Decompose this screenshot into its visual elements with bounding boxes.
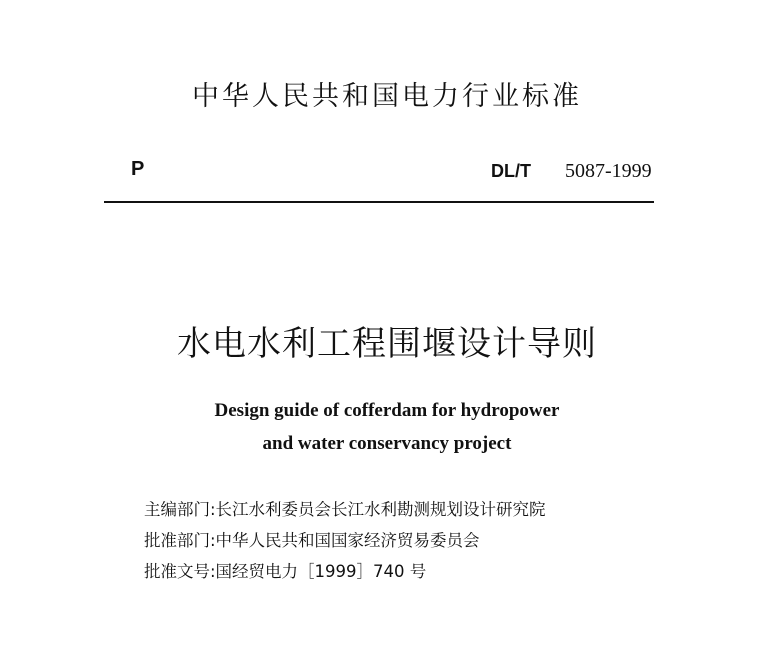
document-title-en-line1: Design guide of cofferdam for hydropower [214,400,560,421]
standard-category-title: 中华人民共和国电力行业标准 [192,81,582,112]
document-title-cn: 水电水利工程围堰设计导则 [177,324,597,364]
approval-document-number: 批准文号:国经贸电力［1999］740 号 [144,562,427,581]
standard-prefix: DL/T [491,161,531,181]
classification-code: P [131,158,145,180]
header-divider [104,201,654,203]
standard-number: 5087-1999 [565,160,652,182]
document-title-en-line2: and water conservancy project [262,433,512,454]
approving-department: 批准部门:中华人民共和国国家经济贸易委员会 [144,531,480,550]
chief-editor-department: 主编部门:长江水利委员会长江水利勘测规划设计研究院 [144,500,546,519]
